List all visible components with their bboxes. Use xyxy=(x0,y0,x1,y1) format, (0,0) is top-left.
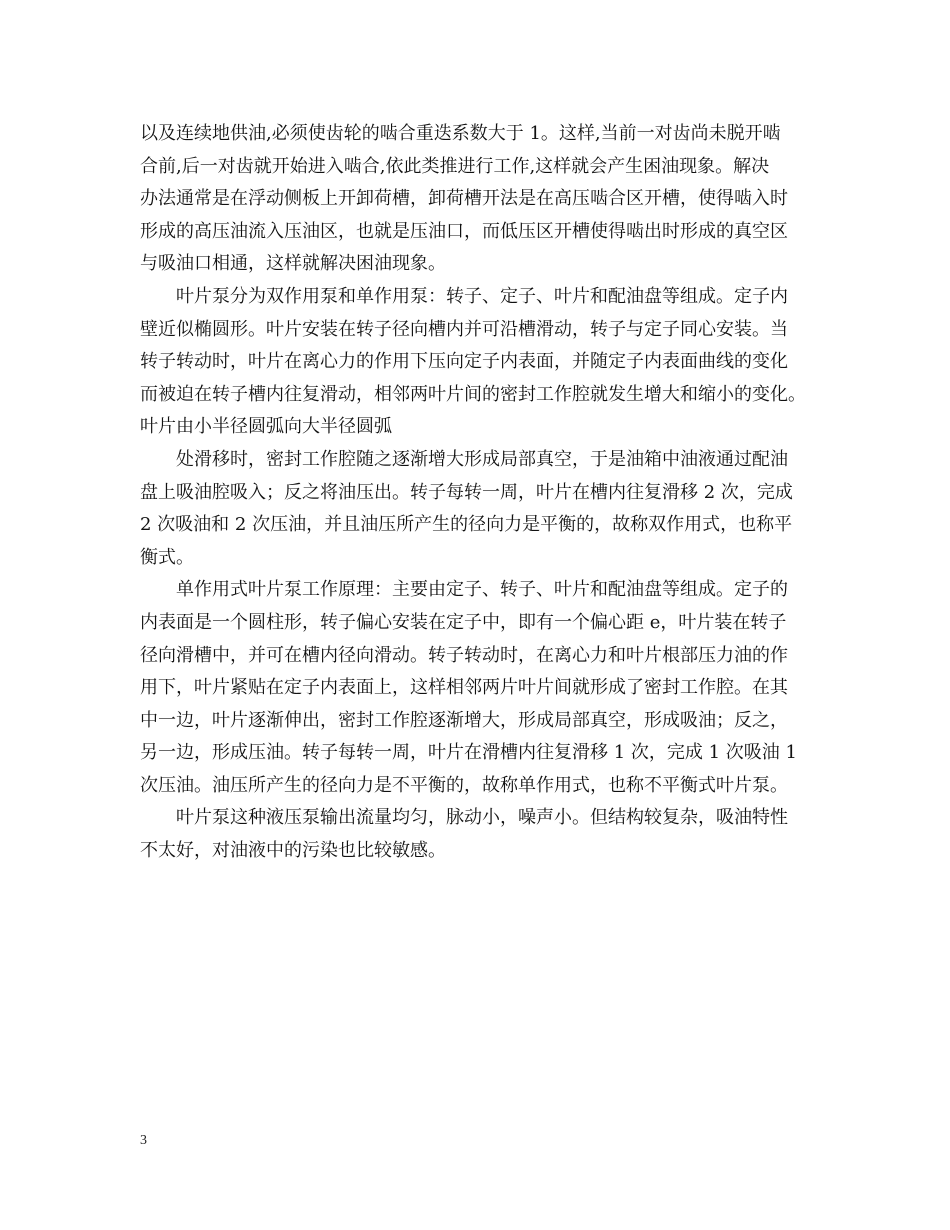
text-line: 内表面是一个圆柱形，转子偏心安装在定子中，即有一个偏心距 e，叶片装在转子 xyxy=(140,611,787,633)
text-line: 形成的高压油流入压油区，也就是压油口，而低压区开槽使得啮出时形成的真空区 xyxy=(140,220,788,242)
text-line: 中一边，叶片逐渐伸出，密封工作腔逐渐增大，形成局部真空，形成吸油；反之， xyxy=(140,709,788,731)
text-line: 盘上吸油腔吸入；反之将油压出。转子每转一周，叶片在槽内往复滑移 2 次，完成 xyxy=(140,481,793,503)
text-line: 用下，叶片紧贴在定子内表面上，这样相邻两片叶片间就形成了密封工作腔。在其 xyxy=(140,677,788,699)
text-line: 而被迫在转子槽内往复滑动，相邻两叶片间的密封工作腔就发生增大和缩小的变化。 xyxy=(140,383,806,405)
text-line: 以及连续地供油,必须使齿轮的啮合重迭系数大于 1。这样,当前一对齿尚未脱开啮 xyxy=(140,123,781,144)
body-text xyxy=(140,118,820,868)
text-line: 2 次吸油和 2 次压油，并且油压所产生的径向力是平衡的，故称双作用式，也称平 xyxy=(140,514,793,536)
text-line: 办法通常是在浮动侧板上开卸荷槽，卸荷槽开法是在高压啮合区开槽，使得啮入时 xyxy=(140,188,788,210)
text-line: 不太好，对油液中的污染也比较敏感。 xyxy=(140,840,446,862)
text-line: 处滑移时，密封工作腔随之逐渐增大形成局部真空，于是油箱中油液通过配油 xyxy=(176,448,788,470)
text-line: 叶片泵分为双作用泵和单作用泵：转子、定子、叶片和配油盘等组成。定子内 xyxy=(176,285,788,307)
text-line: 次压油。油压所产生的径向力是不平衡的，故称单作用式，也称不平衡式叶片泵。 xyxy=(140,774,788,796)
page-number: 3 xyxy=(140,1133,147,1148)
text-line: 合前,后一对齿就开始进入啮合,依此类推进行工作,这样就会产生困油现象。解决 xyxy=(140,155,770,177)
text-line: 径向滑槽中，并可在槽内径向滑动。转子转动时，在离心力和叶片根部压力油的作 xyxy=(140,644,788,666)
text-line: 与吸油口相通，这样就解决困油现象。 xyxy=(140,253,446,275)
text-line: 叶片泵这种液压泵输出流量均匀，脉动小，噪声小。但结构较复杂，吸油特性 xyxy=(176,807,788,829)
text-line: 另一边，形成压油。转子每转一周，叶片在滑槽内往复滑移 1 次，完成 1 次吸油 1 xyxy=(140,742,797,764)
text-line: 壁近似椭圆形。叶片安装在转子径向槽内并可沿槽滑动，转子与定子同心安装。当 xyxy=(140,318,788,340)
text-line: 叶片由小半径圆弧向大半径圆弧 xyxy=(140,416,392,438)
text-line: 衡式。 xyxy=(140,546,194,568)
text-line: 单作用式叶片泵工作原理：主要由定子、转子、叶片和配油盘等组成。定子的 xyxy=(176,579,788,601)
text-line: 转子转动时，叶片在离心力的作用下压向定子内表面，并随定子内表面曲线的变化 xyxy=(140,351,788,373)
